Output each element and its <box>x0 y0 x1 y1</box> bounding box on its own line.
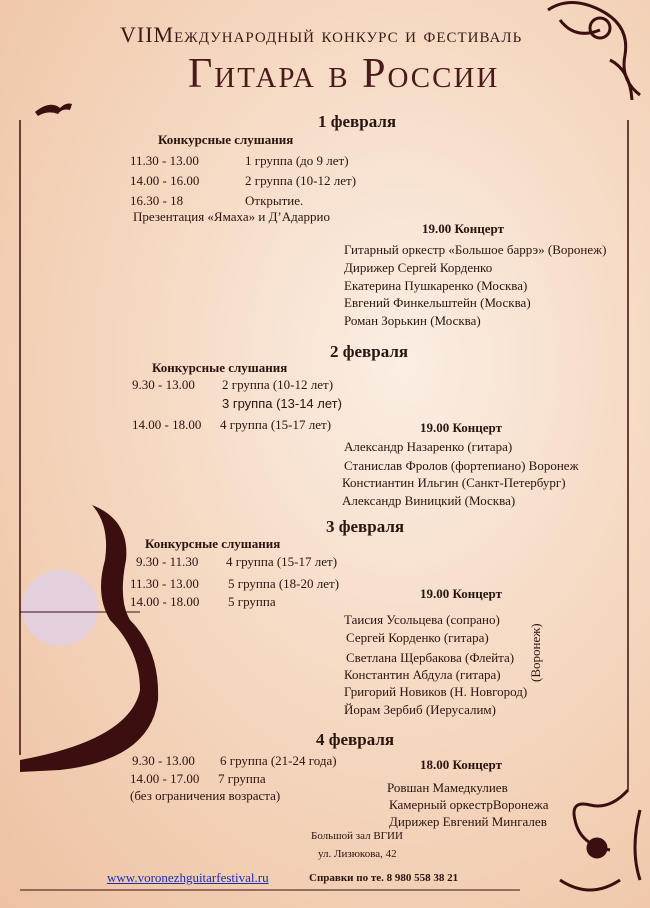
day1-performer: Роман Зорькин (Москва) <box>344 313 481 328</box>
day1-slot-desc: 2 группа (10-12 лет) <box>245 173 357 188</box>
venue-address: ул. Лизюкова, 42 <box>318 848 397 860</box>
day4-date: 4 февраля <box>316 730 395 749</box>
day2-slot-desc: 2 группа (10-12 лет) <box>222 377 334 392</box>
day1-concert-title: 19.00 Концерт <box>422 221 504 236</box>
day3-slot-desc: 4 группа (15-17 лет) <box>226 554 338 569</box>
day1-slot-desc: 1 группа (до 9 лет) <box>245 153 349 168</box>
top-right-scroll-ornament-icon <box>548 3 640 101</box>
day1-performer: Евгений Финкельштейн (Москва) <box>344 295 531 310</box>
day3-performer: Константин Абдула (гитара) <box>344 667 501 682</box>
day3-slot-time: 11.30 - 13.00 <box>130 576 199 591</box>
day4-performer: Камерный оркестрВоронежа <box>389 797 549 812</box>
day4-performer: Дирижер Евгений Мингалев <box>389 814 547 829</box>
day4-slot-desc: 7 группа <box>218 771 266 786</box>
day2-performer: Александр Виницкий (Москва) <box>342 493 516 508</box>
day3-slot-desc: 5 группа (18-20 лет) <box>228 576 340 591</box>
day3-performer: Светлана Щербакова (Флейта) <box>346 650 515 665</box>
day3-performer: Таисия Усольцева (сопрано) <box>344 612 500 627</box>
day3-slot-time: 9.30 - 11.30 <box>136 554 199 569</box>
day2-performer: Александр Назаренко (гитара) <box>344 439 513 454</box>
day1-slot-time: 14.00 - 16.00 <box>130 173 200 188</box>
day1-slot-desc: Открытие. <box>245 193 304 208</box>
day1-slot-time: 16.30 - 18 <box>130 193 184 208</box>
day2-slot-time: 14.00 - 18.00 <box>132 417 202 432</box>
day3-performer: Сергей Корденко (гитара) <box>346 630 489 645</box>
day2-slot-desc: 4 группа (15-17 лет) <box>220 417 332 432</box>
day3-performer: Йорам Зербиб (Иерусалим) <box>344 702 496 717</box>
day3-concert-title: 19.00 Концерт <box>420 586 502 601</box>
day4-slot-desc: 6 группа (21-24 года) <box>220 753 337 768</box>
day3-city-note: (Воронеж) <box>528 623 543 682</box>
day2-slot-time: 9.30 - 13.00 <box>132 377 195 392</box>
day1-auditions-title: Конкурсные слушания <box>158 132 294 147</box>
day2-performer: Констиантин Ильгин (Санкт-Петербург) <box>342 475 566 490</box>
day1-performer: Гитарный оркестр «Большое баррэ» (Воронеж) <box>344 242 607 257</box>
day3-auditions-title: Конкурсные слушания <box>145 536 281 551</box>
day4-slot-note: (без ограничения возраста) <box>130 788 281 803</box>
day4-slot-time: 9.30 - 13.00 <box>132 753 195 768</box>
day3-slot-desc: 5 группа <box>228 594 276 609</box>
flag-ornament-icon <box>35 104 72 117</box>
page-title: Гитара в России <box>188 51 500 97</box>
header-edition-number: VII <box>120 22 154 47</box>
day4-slot-time: 14.00 - 17.00 <box>130 771 200 786</box>
day1-performer: Екатерина Пушкаренко (Москва) <box>344 278 528 293</box>
bottom-right-scroll-ornament-icon <box>560 790 640 890</box>
day3-slot-time: 14.00 - 18.00 <box>130 594 200 609</box>
website-link[interactable]: www.voronezhguitarfestival.ru <box>107 870 269 885</box>
day4-performer: Ровшан Мамедкулиев <box>387 780 508 795</box>
day4-concert-title: 18.00 Концерт <box>420 757 502 772</box>
day2-date: 2 февраля <box>330 342 409 361</box>
header-subtitle <box>120 22 522 48</box>
day1-presentation: Презентация «Ямаха» и Д’Адаррио <box>133 209 330 224</box>
day1-slot-time: 11.30 - 13.00 <box>130 153 199 168</box>
day1-performer: Дирижер Сергей Корденко <box>344 260 493 275</box>
day2-performer: Станислав Фролов (фортепиано) Воронеж <box>344 458 579 473</box>
day1-date: 1 февраля <box>318 112 397 131</box>
header-subtitle-text: Международный конкурс и фестиваль <box>153 22 523 47</box>
day2-auditions-title: Конкурсные слушания <box>152 360 288 375</box>
venue-name: Большой зал ВГИИ <box>311 830 403 842</box>
day3-date: 3 февраля <box>326 517 405 536</box>
phone-info: Справки по те. 8 980 558 38 21 <box>309 872 459 884</box>
guitar-soundhole-icon <box>22 570 98 646</box>
day2-slot-desc: 3 группа (13-14 лет) <box>222 396 342 411</box>
day2-concert-title: 19.00 Концерт <box>420 420 502 435</box>
day3-performer: Григорий Новиков (Н. Новгород) <box>344 684 528 699</box>
